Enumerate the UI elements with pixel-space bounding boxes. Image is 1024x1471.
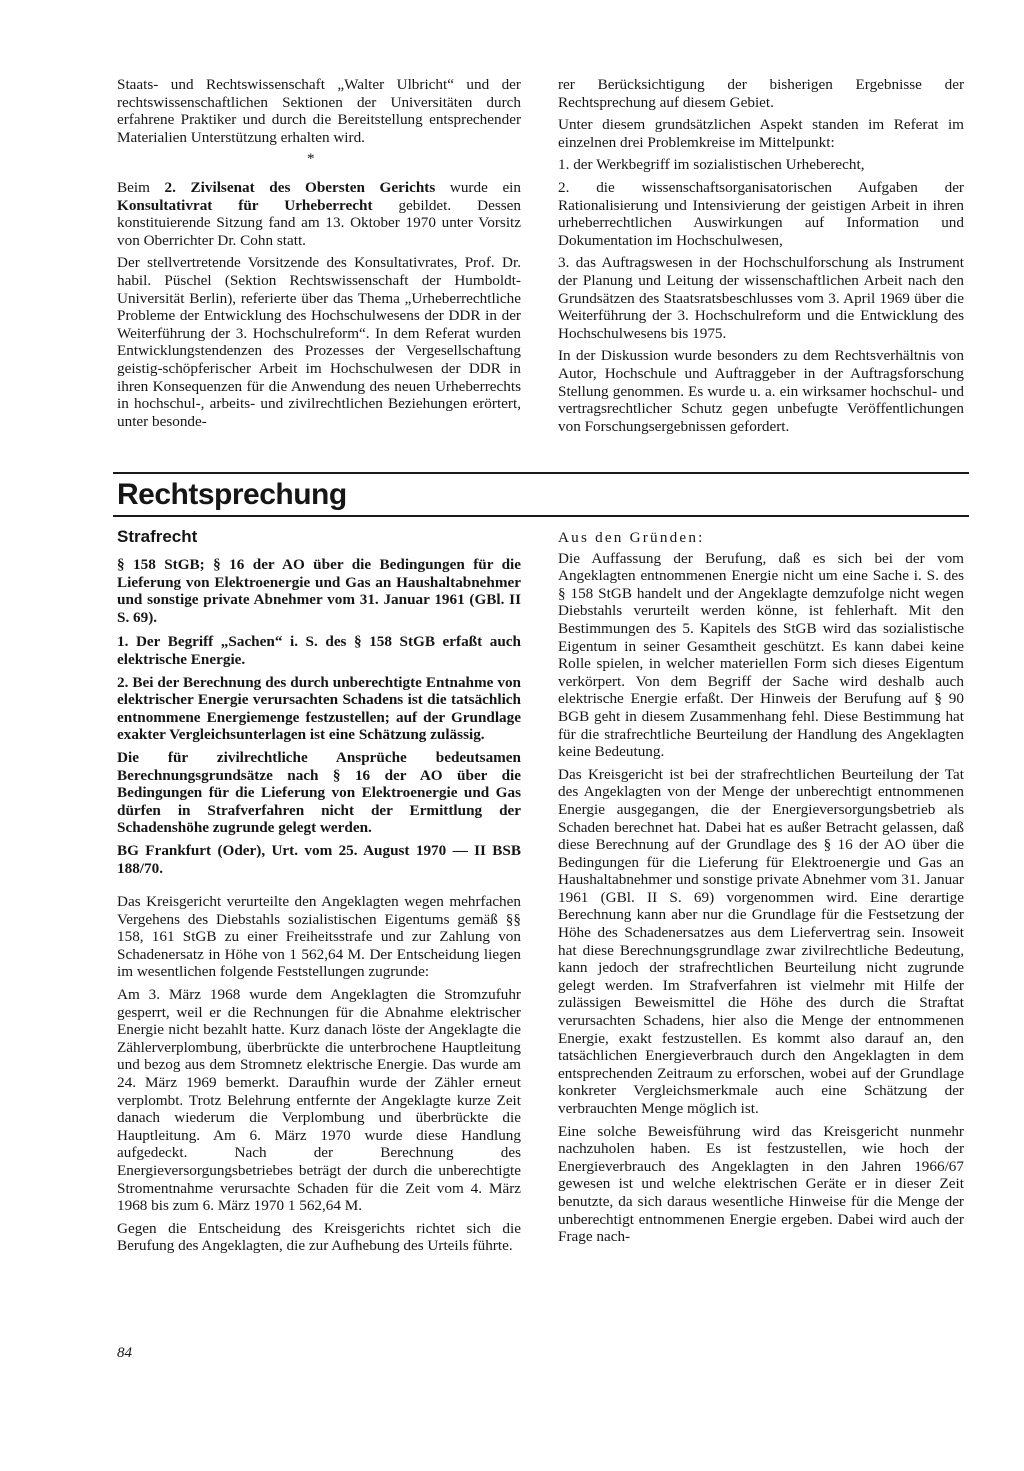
court-reference: BG Frankfurt (Oder), Urt. vom 25. August 1970 — II BSB 188/70. xyxy=(117,841,521,877)
paragraph: In der Diskussion wurde besonders zu dem Rechtsverhältnis von Autor, Hochschule und Auftraggeber in der Auftragsforschung Stellung genommen. Es wurde u. a. ein wirksamer hochschul- und vertragsrechtlicher Schutz gegen unbefugte Veröffentlichungen von Forschungsergebnissen gefordert. xyxy=(558,347,964,435)
paragraph: Der stellvertretende Vorsitzende des Konsultativrates, Prof. Dr. habil. Püschel (Sektion Rechtswissenschaft der Humboldt-Universität Berlin), referierte über das Thema „Urheberrechtliche Probleme der Entwicklung des Hochschulwesens der DDR in der Weiterführung der 3. Hochschulreform“. In dem Referat wurden Entwicklungstendenzen des Prozesses der Vergesellschaftung geistig-schöpferischer Arbeit im Hochschulwesen der DDR in ihren Konsequenzen für die Anwendung des neuen Urheberrechts in hochschul-, arbeits- und zivilrechtlichen Beziehungen erörtert, unter besonde- xyxy=(117,254,521,430)
subsection-heading: Strafrecht xyxy=(117,527,198,546)
bottom-left-column xyxy=(117,556,521,1260)
section-heading: Rechtsprechung xyxy=(117,478,347,511)
page-number: 84 xyxy=(117,1345,132,1361)
paragraph: Das Kreisgericht verurteilte den Angeklagten wegen mehrfachen Vergehens des Diebstahls sozialistischen Eigentums gemäß §§ 158, 161 StGB zu einer Freiheitsstrafe und zur Zahlung von Schadenersatz in Höhe von 1 562,64 M. Der Entscheidung liegen im wesentlichen folgende Feststellungen zugrunde: xyxy=(117,893,521,981)
headnote: 2. Bei der Berechnung des durch unberechtigte Entnahme von elektrischer Energie verursachten Schadens ist die tatsächlich entnommene Energiemenge festzustellen; auf der Grundlage exakter Vergleichsunterlagen ist eine Schätzung zulässig. xyxy=(117,673,521,744)
section-separator: * xyxy=(307,151,315,168)
list-item: 3. das Auftragswesen in der Hochschulforschung als Instrument der Planung und Leitung der wissenschaftlichen Arbeit nach den Grundsätzen des Staatsratsbeschlusses vom 3. April 1969 über die Weiterführung der 3. Hochschulreform und die Entwicklung des Hochschulwesens bis 1975. xyxy=(558,254,964,342)
paragraph: Am 3. März 1968 wurde dem Angeklagten die Stromzufuhr gesperrt, weil er die Rechnungen für die Abnahme elektrischer Energie nicht bezahlt hatte. Kurz danach löste der Angeklagte die Zählerverplombung, überbrückte die unterbrochene Hauptleitung und bezog aus dem Stromnetz elektrische Energie. Das wurde am 24. März 1969 bemerkt. Daraufhin wurde der Zähler erneut verplombt. Trotz Belehrung entfernte der Angeklagte kurze Zeit danach wiederum die Verplombung und überbrückte die Hauptleitung. Am 6. März 1970 wurde diese Handlung aufgedeckt. Nach der Berechnung des Energieversorgungsbetriebes beträgt der durch die unberechtigte Stromentnahme verursachte Schaden für die Zeit vom 4. März 1968 bis zum 6. März 1970 1 562,64 M. xyxy=(117,986,521,1215)
list-item: 2. die wissenschaftsorganisatorischen Aufgaben der Rationalisierung und Intensivierung der geistigen Arbeit in ihren urheberrechtlichen Auswirkungen auf Information und Dokumentation im Hochschulwesen, xyxy=(558,178,964,249)
section-rule-top xyxy=(113,472,969,474)
norm-reference: § 158 StGB; § 16 der AO über die Bedingungen für die Lieferung von Elektroenergie und Gas an Haushaltabnehmer und sonstige private Abnehmer vom 31. Januar 1961 (GBl. II S. 69). xyxy=(117,556,521,626)
top-right-column xyxy=(558,76,964,440)
paragraph: Eine solche Beweisführung wird das Kreisgericht nunmehr nachzuholen haben. Es ist festzustellen, wie hoch der Energieverbrauch des Angeklagten in den Jahren 1966/67 gewesen ist und welche elektrischen Geräte er in dieser Zeit benutzte, da sich daraus wesentliche Hinweise für die Menge der unberechtigt entnommenen Energie ergeben. Dabei wird auch der Frage nach- xyxy=(558,1122,964,1246)
grounds-heading: Aus den Gründen: xyxy=(558,529,705,546)
list-item: 1. der Werkbegriff im sozialistischen Urheberecht, xyxy=(558,156,865,174)
konsultativrat-paragraph: Beim 2. Zivilsenat des Obersten Gerichts wurde ein Konsultativrat für Urheberrecht gebildet. Dessen konstituierende Sitzung fand am 13. Oktober 1970 unter Vorsitz von Oberrichter Dr. Cohn statt. xyxy=(117,178,521,249)
section-rule-bottom xyxy=(113,515,969,517)
paragraph: rer Berücksichtigung der bisherigen Ergebnisse der Rechtsprechung auf diesem Gebiet. xyxy=(558,76,964,111)
headnote: Die für zivilrechtliche Ansprüche bedeutsamen Berechnungsgrundsätze nach § 16 der AO über die Bedingungen für die Lieferung von Elektroenergie und Gas dürfen in Strafverfahren nicht der Ermittlung der Schadenshöhe zugrunde gelegt werden. xyxy=(117,748,521,837)
paragraph: Das Kreisgericht ist bei der strafrechtlichen Beurteilung der Tat des Angeklagten von der Menge der unberechtigt entnommenen Energie ausgegangen, die der Energieversorgungsbetrieb als Schaden berechnet hat. Dabei hat es außer Betracht gelassen, daß diese Berechnung auf der Grundlage des § 16 der AO über die Bedingungen für die Lieferung für Elektroenergie und Gas an Haushaltabnehmer und sonstige private Abnehmer vom 31. Januar 1961 (GBl. II S. 69) vorgenommen wird. Eine derartige Berechnung kann aber nur die Grundlage für die Festsetzung der Höhe des Schadenersatzes aus dem Liefervertrag sein. Insoweit hat diese Berechnungsgrundlage zwar zivilrechtliche Bedeutung, kann jedoch der strafrechtlichen Beurteilung nicht zugrunde gelegt werden. Im Strafverfahren ist vielmehr mit Hilfe der zulässigen Beweismittel die Höhe des durch die Straftat verursachten Schadens, hier also die Menge der entnommenen Energie, exakt festzustellen. Es kommt also darauf an, den tatsächlichen Energieverbrauch durch den Angeklagten in dem entsprechenden Zeitraum zu erforschen, wobei auf der Grundlage konkreter Vergleichsmerkmale auch eine Schätzung der verbrauchten Menge möglich ist. xyxy=(558,765,964,1117)
top-left-column xyxy=(117,76,521,435)
paragraph: Staats- und Rechtswissenschaft „Walter Ulbricht“ und der rechtswissenschaftlichen Sektionen der Universitäten durch erfahrene Praktiker und durch die Bereitstellung entsprechender Materialien Unterstützung erhalten wird. xyxy=(117,76,521,146)
paragraph: Unter diesem grundsätzlichen Aspekt standen im Referat im einzelnen drei Problemkreise im Mittelpunkt: xyxy=(558,116,964,151)
headnote: 1. Der Begriff „Sachen“ i. S. des § 158 StGB erfaßt auch elektrische Energie. xyxy=(117,633,521,668)
bottom-right-column xyxy=(558,529,964,1251)
paragraph: Gegen die Entscheidung des Kreisgerichts richtet sich die Berufung des Angeklagten, die zur Aufhebung des Urteils führte. xyxy=(117,1219,521,1255)
paragraph: Die Auffassung der Berufung, daß es sich bei der vom Angeklagten entnommenen Energie nicht um eine Sache i. S. des § 158 StGB handelt und der Angeklagte demzufolge nicht wegen Diebstahls verurteilt werden könne, ist fehlerhaft. Mit den Bestimmungen des 5. Kapitels des StGB wird das sozialistische Eigentum in seiner Gesamtheit geschützt. Es kann dabei keine Rolle spielen, in welcher materiellen Form sich dieses Eigentum verkörpert. Von dem Begriff der Sache wird deshalb auch elektrische Energie erfaßt. Der Hinweis der Berufung auf § 90 BGB geht in diesem Zusammenhang fehl. Diese Bestimmung hat für die strafrechtliche Beurteilung der Handlung des Angeklagten keine Bedeutung. xyxy=(558,549,964,761)
